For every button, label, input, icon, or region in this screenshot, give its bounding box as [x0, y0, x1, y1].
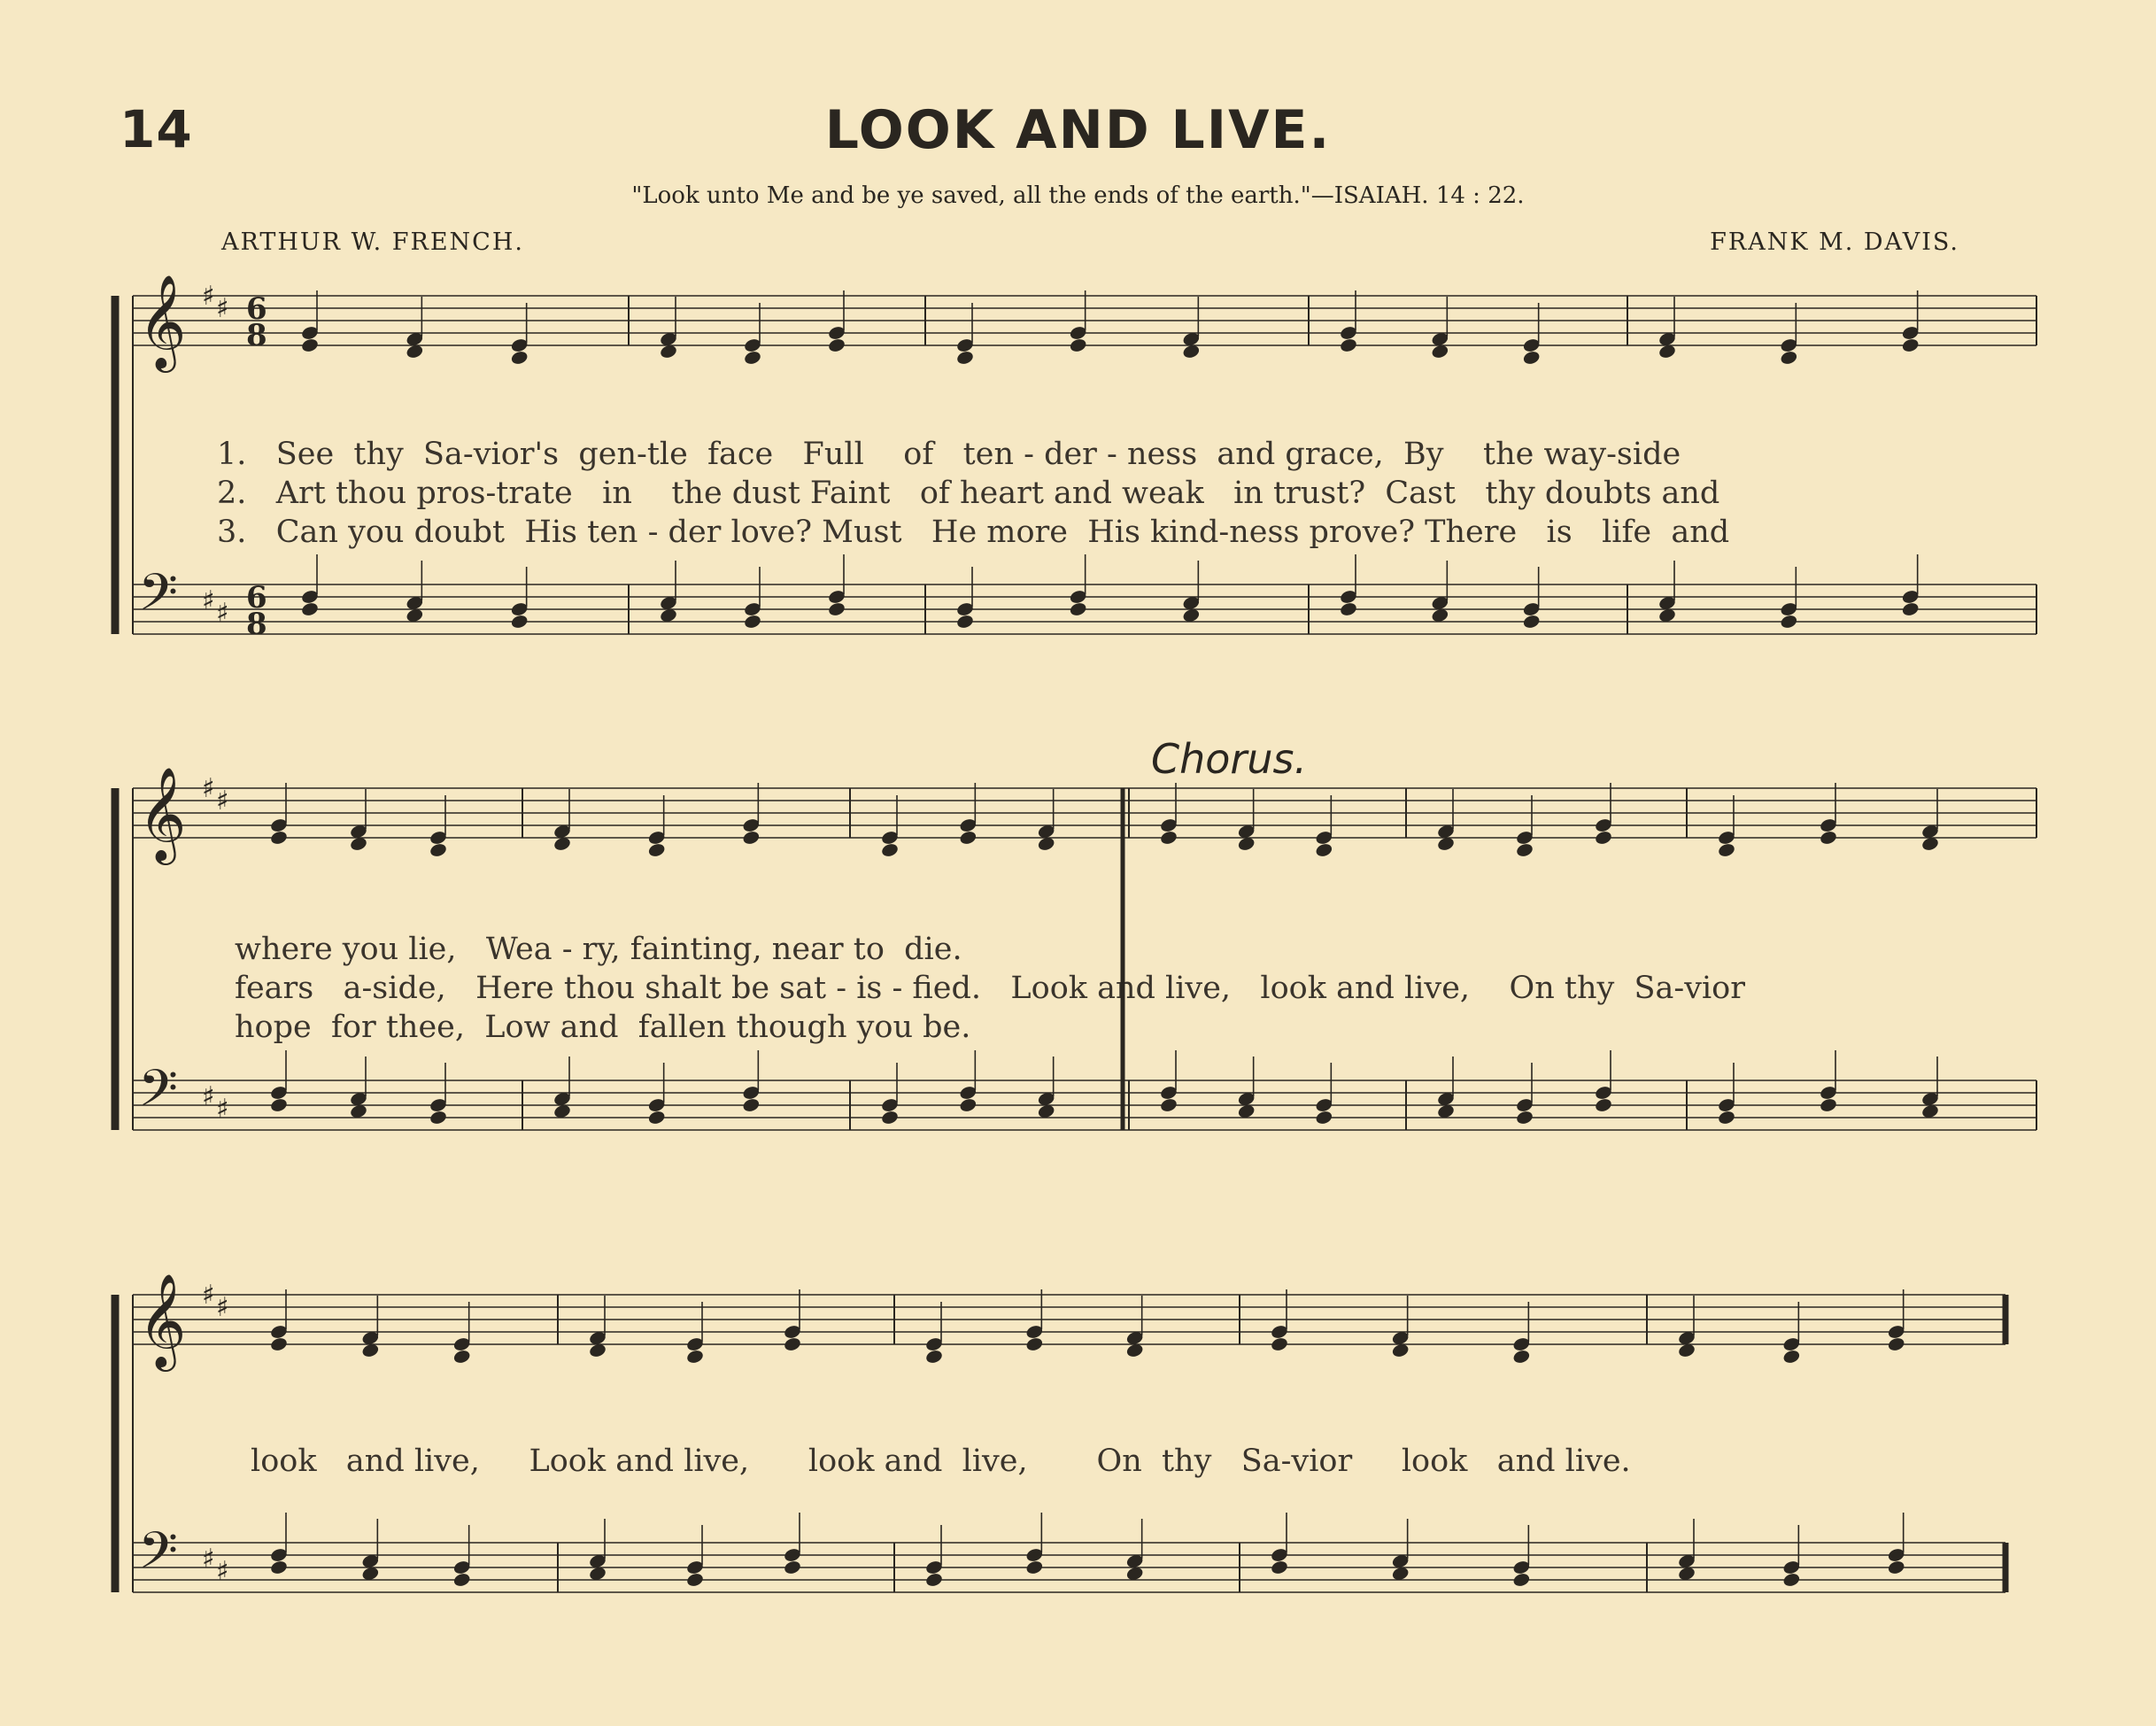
notehead [452, 1349, 471, 1365]
notehead [1512, 1349, 1531, 1365]
notehead [1069, 601, 1087, 617]
notehead [269, 1560, 288, 1575]
notehead [880, 1110, 899, 1126]
notehead [955, 614, 974, 630]
notehead [1159, 1097, 1178, 1113]
notehead [429, 1110, 447, 1126]
notehead [452, 1572, 471, 1588]
sharp-icon: ♯ [216, 1292, 229, 1323]
notehead [269, 830, 288, 846]
notehead [1069, 337, 1087, 353]
bass-clef-icon: 𝄢 [138, 1058, 179, 1131]
composer-credit: FRANK M. DAVIS. [1710, 228, 1959, 256]
lyric-line-verse3-a: 3. Can you doubt His ten - der love? Must He more His kind-ness prove? There is life and [217, 515, 1730, 550]
sharp-icon: ♯ [202, 585, 215, 616]
notehead [1819, 830, 1837, 846]
notehead [1315, 1110, 1333, 1126]
notehead [1717, 1110, 1735, 1126]
notehead [1780, 350, 1798, 366]
bass-clef-icon: 𝄢 [138, 562, 179, 635]
notehead [1339, 601, 1357, 617]
notehead [955, 350, 974, 366]
sharp-icon: ♯ [216, 1556, 229, 1587]
time-signature-top: 6 [246, 291, 267, 327]
notehead [1887, 1336, 1905, 1352]
sharp-icon: ♯ [202, 773, 215, 804]
notehead [685, 1572, 704, 1588]
notehead [742, 1097, 761, 1113]
notehead [1594, 1097, 1612, 1113]
page-number: 14 [120, 99, 193, 159]
treble-clef-icon: 𝄞 [138, 1273, 187, 1367]
notehead [685, 1349, 704, 1365]
lyric-line-verse1-b: where you lie, Wea - ry, fainting, near to die. [235, 932, 962, 967]
notehead [1901, 601, 1920, 617]
notehead [1901, 337, 1920, 353]
lyric-line-verse2-a: 2. Art thou pros-trate in the dust Faint of heart and weak in trust? Cast thy doubts and [217, 476, 1720, 511]
notehead [1512, 1572, 1531, 1588]
sharp-icon: ♯ [202, 1280, 215, 1311]
notehead [1515, 1110, 1534, 1126]
sharp-icon: ♯ [216, 1094, 229, 1125]
notehead [924, 1349, 943, 1365]
bass-clef-icon: 𝄢 [138, 1521, 179, 1593]
lyricist-credit: ARTHUR W. FRENCH. [221, 228, 524, 256]
notehead [1594, 830, 1612, 846]
notehead [743, 614, 761, 630]
notehead [827, 601, 846, 617]
notehead [1819, 1097, 1837, 1113]
notehead [783, 1336, 801, 1352]
sharp-icon: ♯ [216, 598, 229, 629]
notehead [1780, 614, 1798, 630]
notehead [510, 350, 529, 366]
notehead [1270, 1336, 1288, 1352]
treble-clef-icon: 𝄞 [138, 274, 187, 368]
lyric-line-chorus-end: look and live, Look and live, look and live, On thy Sa-vior look and live. [251, 1443, 1631, 1479]
notehead [827, 337, 846, 353]
notehead [429, 842, 447, 858]
scripture-epigraph: "Look unto Me and be ye saved, all the ends of the earth."—ISAIAH. 14 : 22. [631, 182, 1525, 209]
notehead [269, 1336, 288, 1352]
notehead [1270, 1560, 1288, 1575]
notehead [1887, 1560, 1905, 1575]
sharp-icon: ♯ [216, 293, 229, 324]
notehead [1782, 1572, 1801, 1588]
hymn-title: LOOK AND LIVE. [824, 99, 1332, 161]
notehead [742, 830, 761, 846]
sharp-icon: ♯ [216, 786, 229, 817]
notehead [924, 1572, 943, 1588]
notehead [1025, 1560, 1044, 1575]
time-signature-top: 6 [246, 580, 267, 615]
lyric-line-verse1-a: 1. See thy Sa-vior's gen-tle face Full of ten - der - ness and grace, By the way-side [217, 437, 1681, 472]
notehead [959, 1097, 978, 1113]
notehead [1717, 842, 1735, 858]
notehead [1025, 1336, 1044, 1352]
notehead [647, 1110, 666, 1126]
sharp-icon: ♯ [202, 1081, 215, 1112]
notehead [1159, 830, 1178, 846]
notehead [300, 337, 319, 353]
notehead [269, 1097, 288, 1113]
notehead [1522, 350, 1541, 366]
notehead [880, 842, 899, 858]
treble-clef-icon: 𝄞 [138, 766, 187, 861]
notehead [647, 842, 666, 858]
time-signature-bottom: 8 [246, 318, 267, 353]
lyric-line-verse2-b: fears a-side, Here thou shalt be sat - is - fied. Look and live, look and live, On thy Sa-vior [235, 971, 1745, 1006]
sharp-icon: ♯ [202, 281, 215, 312]
sharp-icon: ♯ [202, 1544, 215, 1575]
notehead [1339, 337, 1357, 353]
notehead [300, 601, 319, 617]
chorus-label: Chorus. [1151, 735, 1308, 783]
notehead [1522, 614, 1541, 630]
notehead [1315, 842, 1333, 858]
notehead [1515, 842, 1534, 858]
notehead [959, 830, 978, 846]
notehead [510, 614, 529, 630]
lyric-line-verse3-b: hope for thee, Low and fallen though you be. [235, 1010, 971, 1045]
notehead [1782, 1349, 1801, 1365]
notehead [743, 350, 761, 366]
notehead [783, 1560, 801, 1575]
time-signature-bottom: 8 [246, 607, 267, 642]
